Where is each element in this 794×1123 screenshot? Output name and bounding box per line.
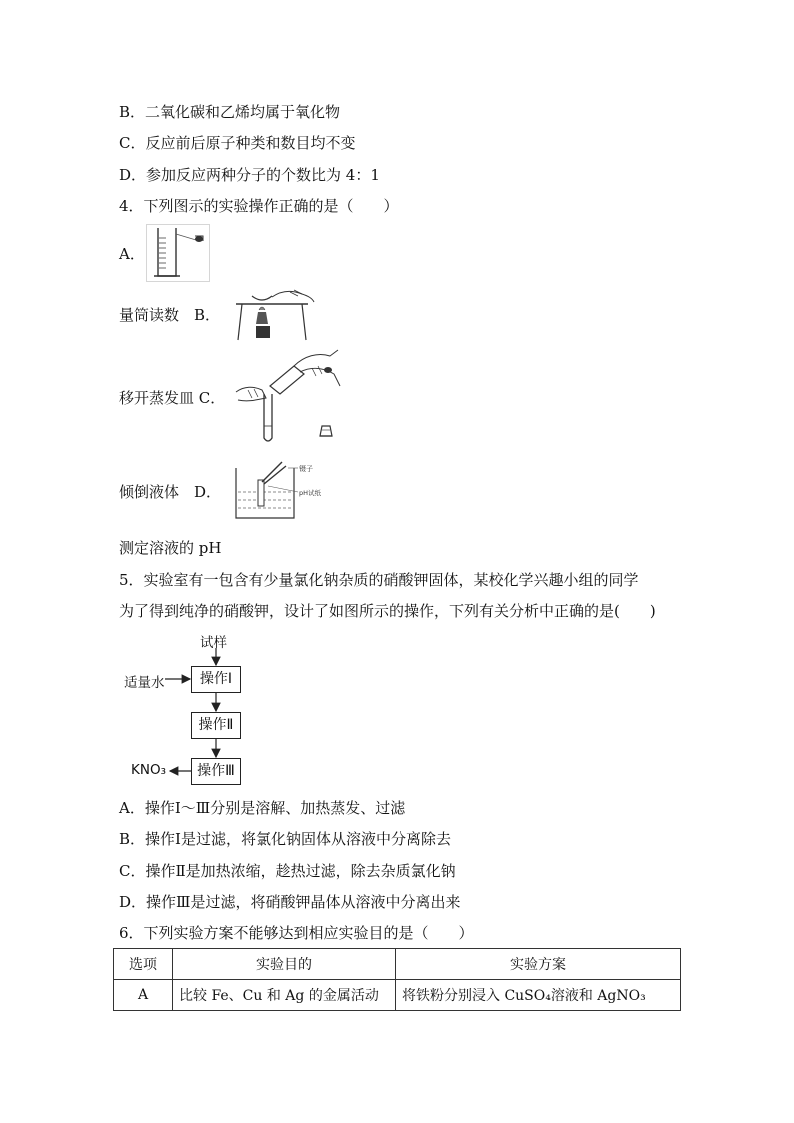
- q4-label-a: A．: [119, 245, 145, 263]
- row-purpose: 比较 Fe、Cu 和 Ag 的金属活动: [173, 980, 396, 1011]
- q5-stem-line2: 为了得到纯净的硝酸钾，设计了如图所示的操作，下列有关分析中正确的是( ): [119, 602, 656, 620]
- header-plan: 实验方案: [396, 949, 681, 980]
- q3-option-c: C．反应前后原子种类和数目均不变: [119, 134, 356, 152]
- q5-stem-line1: 5．实验室有一包含有少量氯化钠杂质的硝酸钾固体，某校化学兴趣小组的同学: [119, 571, 639, 589]
- pouring-liquid-figure: [234, 346, 344, 446]
- flow-op1-box: 操作Ⅰ: [191, 666, 241, 693]
- q4-stem: 4．下列图示的实验操作正确的是（ ）: [119, 197, 399, 215]
- q3-option-d: D．参加反应两种分子的个数比为 4：1: [119, 166, 380, 184]
- q4-caption-b-label-c: 移开蒸发皿 C．: [119, 389, 226, 407]
- flow-water-label: 适量水: [124, 675, 165, 691]
- flow-product-label: KNO₃: [131, 762, 166, 778]
- row-option: A: [114, 980, 173, 1011]
- flow-sample-label: 试样: [200, 635, 227, 651]
- flow-op3-box: 操作Ⅲ: [191, 758, 241, 785]
- tweezers-label: 镊子: [299, 465, 313, 473]
- q5-option-c: C．操作Ⅱ是加热浓缩，趁热过滤，除去杂质氯化钠: [119, 862, 456, 880]
- header-purpose: 实验目的: [173, 949, 396, 980]
- q5-option-a: A．操作Ⅰ～Ⅲ分别是溶解、加热蒸发、过滤: [119, 799, 406, 817]
- table-row: [114, 980, 681, 1011]
- evaporating-dish-figure: [232, 288, 318, 344]
- experiment-table: [113, 948, 681, 1011]
- ph-test-figure: [232, 458, 322, 522]
- q4-caption-d: 测定溶液的 pH: [119, 539, 222, 557]
- graduated-cylinder-figure: [146, 224, 210, 282]
- q3-option-b: B．二氧化碳和乙烯均属于氧化物: [119, 103, 341, 121]
- q4-caption-c-label-d: 倾倒液体 D．: [119, 483, 222, 501]
- row-plan: 将铁粉分别浸入 CuSO₄溶液和 AgNO₃: [396, 980, 681, 1011]
- q5-option-d: D．操作Ⅲ是过滤，将硝酸钾晶体从溶液中分离出来: [119, 893, 461, 911]
- q6-stem: 6．下列实验方案不能够达到相应实验目的是（ ）: [119, 924, 474, 942]
- q5-option-b: B．操作Ⅰ是过滤，将氯化钠固体从溶液中分离除去: [119, 830, 451, 848]
- header-option: 选项: [114, 949, 173, 980]
- q4-caption-a-label-b: 量筒读数 B．: [119, 306, 221, 324]
- table-header-row: [114, 949, 681, 980]
- ph-paper-label: pH试纸: [299, 489, 322, 497]
- flow-arrows: [120, 640, 250, 790]
- flow-op2-box: 操作Ⅱ: [191, 712, 241, 739]
